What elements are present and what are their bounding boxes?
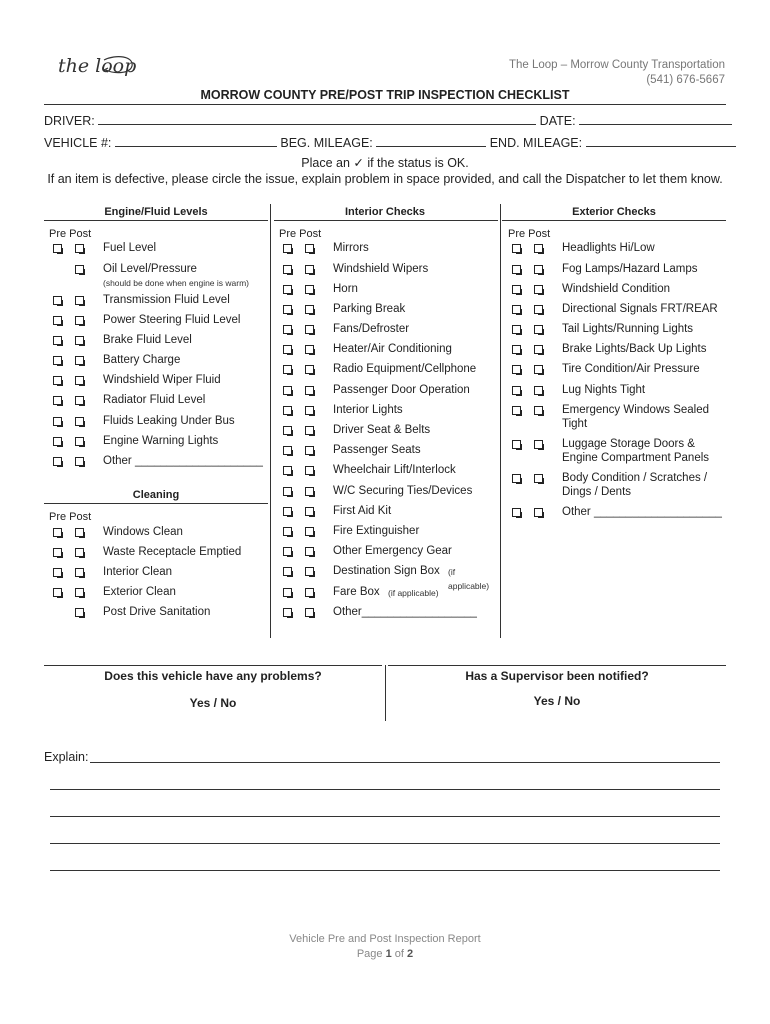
explain-label: Explain: <box>44 750 89 764</box>
item-label: Fire Extinguisher <box>333 525 420 537</box>
pre-checkbox[interactable] <box>512 474 521 483</box>
post-checkbox[interactable] <box>75 296 84 305</box>
item-label: Interior Clean <box>103 566 173 578</box>
post-checkbox[interactable] <box>534 508 543 517</box>
engine-prepost-label: Pre Post <box>49 228 92 240</box>
item-label: Parking Break <box>333 303 406 315</box>
item-label: Fluids Leaking Under Bus <box>103 415 235 427</box>
post-checkbox[interactable] <box>75 376 84 385</box>
pre-checkbox[interactable] <box>53 396 62 405</box>
problems-question: Does this vehicle have any problems? <box>104 669 322 683</box>
pre-checkbox[interactable] <box>53 376 62 385</box>
instructions-line-2: If an item is defective, please circle the issue, explain problem in space provided, and call the Dispatcher to let them know. <box>47 172 723 186</box>
driver-field[interactable] <box>98 112 536 125</box>
exterior-heading: Exterior Checks <box>572 206 656 218</box>
pre-checkbox[interactable] <box>512 440 521 449</box>
post-checkbox[interactable] <box>75 316 84 325</box>
page-title: MORROW COUNTY PRE/POST TRIP INSPECTION CHECKLIST <box>200 88 570 102</box>
pre-checkbox[interactable] <box>53 528 62 537</box>
pre-checkbox[interactable] <box>283 507 292 516</box>
item-label: Lug Nights Tight <box>562 384 646 396</box>
post-checkbox[interactable] <box>305 588 314 597</box>
post-checkbox[interactable] <box>534 406 543 415</box>
post-checkbox[interactable] <box>305 406 314 415</box>
post-checkbox[interactable] <box>75 588 84 597</box>
post-checkbox[interactable] <box>305 608 314 617</box>
item-note: (should be done when engine is warm) <box>103 278 250 288</box>
vehicle-label: VEHICLE #: <box>44 136 112 150</box>
pre-checkbox[interactable] <box>53 548 62 557</box>
item-label: Windshield Condition <box>562 283 671 295</box>
pre-checkbox[interactable] <box>53 336 62 345</box>
footer-report-name: Vehicle Pre and Post Inspection Report <box>289 933 481 945</box>
driver-label: DRIVER: <box>44 114 95 128</box>
post-checkbox[interactable] <box>305 527 314 536</box>
post-checkbox[interactable] <box>75 457 84 466</box>
vehicle-row <box>44 134 736 150</box>
pre-checkbox[interactable] <box>512 345 521 354</box>
beg-mileage-label: BEG. MILEAGE: <box>280 136 373 150</box>
pre-checkbox[interactable] <box>283 244 292 253</box>
pre-checkbox[interactable] <box>283 567 292 576</box>
item-label: Post Drive Sanitation <box>103 606 211 618</box>
footer <box>0 932 770 962</box>
item-label: Tail Lights/Running Lights <box>562 323 694 335</box>
interior-prepost-label: Pre Post <box>279 228 322 240</box>
pre-checkbox[interactable] <box>283 285 292 294</box>
column-divider-2 <box>500 204 501 638</box>
item-label-line2: Engine Compartment Panels <box>562 452 710 464</box>
item-label: Passenger Door Operation <box>333 384 470 396</box>
pre-checkbox[interactable] <box>53 437 62 446</box>
exterior-heading-rule <box>502 220 726 221</box>
engine-heading-rule <box>44 220 268 221</box>
item-label: Tire Condition/Air Pressure <box>562 363 700 375</box>
item-label: Windows Clean <box>103 526 183 538</box>
post-checkbox[interactable] <box>534 265 543 274</box>
cleaning-heading: Cleaning <box>132 489 180 501</box>
post-checkbox[interactable] <box>305 426 314 435</box>
engine-heading: Engine/Fluid Levels <box>104 206 208 218</box>
supervisor-rule <box>388 665 726 666</box>
post-checkbox[interactable] <box>75 528 84 537</box>
item-label: Exterior Clean <box>103 586 176 598</box>
post-checkbox[interactable] <box>75 336 84 345</box>
explain-line-5[interactable] <box>50 870 720 871</box>
interior-heading-rule <box>274 220 498 221</box>
driver-row <box>44 112 732 128</box>
pre-checkbox[interactable] <box>283 466 292 475</box>
item-label: Other ____________________ <box>562 506 722 518</box>
beg-mileage-field[interactable] <box>376 134 486 147</box>
item-label: Other ____________________ <box>103 455 263 467</box>
item-label: Waste Receptacle Emptied <box>103 546 242 558</box>
cleaning-heading-rule <box>44 503 268 504</box>
pre-checkbox[interactable] <box>283 487 292 496</box>
footer-page <box>0 947 770 962</box>
item-label: Engine Warning Lights <box>103 435 219 447</box>
pre-checkbox[interactable] <box>283 608 292 617</box>
supervisor-yes-no[interactable]: Yes / No <box>533 694 581 708</box>
supervisor-question: Has a Supervisor been notified? <box>465 669 649 683</box>
end-mileage-field[interactable] <box>586 134 736 147</box>
pre-checkbox[interactable] <box>283 406 292 415</box>
pre-checkbox[interactable] <box>53 568 62 577</box>
item-label: Windshield Wiper Fluid <box>103 374 221 386</box>
post-checkbox[interactable] <box>305 285 314 294</box>
pre-checkbox[interactable] <box>283 446 292 455</box>
item-label: Body Condition / Scratches / <box>562 472 708 484</box>
post-checkbox[interactable] <box>534 325 543 334</box>
item-label: Transmission Fluid Level <box>103 294 230 306</box>
explain-line-1[interactable] <box>90 762 720 763</box>
pre-checkbox[interactable] <box>53 316 62 325</box>
question-divider <box>385 665 386 721</box>
item-label: Battery Charge <box>103 354 181 366</box>
org-name: The Loop – Morrow County Transportation <box>508 59 725 71</box>
post-checkbox[interactable] <box>75 548 84 557</box>
item-label: Power Steering Fluid Level <box>103 314 241 326</box>
item-label: Fare Box <box>333 586 380 598</box>
item-label: Emergency Windows Sealed <box>562 404 710 416</box>
post-checkbox[interactable] <box>75 437 84 446</box>
interior-heading: Interior Checks <box>344 206 426 218</box>
item-label: Radio Equipment/Cellphone <box>333 363 477 375</box>
post-checkbox[interactable] <box>305 507 314 516</box>
post-checkbox[interactable] <box>75 417 84 426</box>
column-divider-1 <box>270 204 271 638</box>
item-label: Oil Level/Pressure <box>103 263 197 275</box>
item-note: (if applicable) <box>448 567 490 591</box>
item-note: (if applicable) <box>388 588 439 598</box>
item-label: Luggage Storage Doors & <box>562 438 695 450</box>
item-label: Brake Lights/Back Up Lights <box>562 343 707 355</box>
item-label: Fans/Defroster <box>333 323 410 335</box>
pre-checkbox[interactable] <box>53 588 62 597</box>
item-label: Destination Sign Box <box>333 565 440 577</box>
item-label: Other Emergency Gear <box>333 545 452 557</box>
item-label: Mirrors <box>333 242 369 254</box>
post-checkbox[interactable] <box>305 567 314 576</box>
item-label: Fuel Level <box>103 242 157 254</box>
pre-checkbox[interactable] <box>512 325 521 334</box>
post-checkbox[interactable] <box>305 265 314 274</box>
item-label-line2: Dings / Dents <box>562 486 632 498</box>
cleaning-prepost-label: Pre Post <box>49 511 92 523</box>
item-label: Interior Lights <box>333 404 403 416</box>
pre-checkbox[interactable] <box>512 406 521 415</box>
item-label: First Aid Kit <box>333 505 392 517</box>
item-label: W/C Securing Ties/Devices <box>333 485 473 497</box>
post-checkbox[interactable] <box>305 305 314 314</box>
post-checkbox[interactable] <box>305 345 314 354</box>
page-current: 1 <box>385 948 392 960</box>
item-label: Directional Signals FRT/REAR <box>562 303 718 315</box>
post-checkbox[interactable] <box>534 365 543 374</box>
end-mileage-label: END. MILEAGE: <box>489 136 583 150</box>
pre-checkbox[interactable] <box>512 386 521 395</box>
pre-checkbox[interactable] <box>53 417 62 426</box>
post-checkbox[interactable] <box>305 547 314 556</box>
vehicle-field[interactable] <box>115 134 277 147</box>
item-label: Windshield Wipers <box>333 263 429 275</box>
post-checkbox[interactable] <box>534 386 543 395</box>
page-of: of <box>394 948 404 960</box>
post-checkbox[interactable] <box>75 244 84 253</box>
item-label: Brake Fluid Level <box>103 334 192 346</box>
pre-checkbox[interactable] <box>283 386 292 395</box>
problems-rule <box>44 665 382 666</box>
post-checkbox[interactable] <box>305 487 314 496</box>
the-loop-logo <box>56 48 136 84</box>
pre-checkbox[interactable] <box>283 305 292 314</box>
date-field[interactable] <box>579 112 732 125</box>
date-label: DATE: <box>539 114 576 128</box>
item-label: Passenger Seats <box>333 444 421 456</box>
post-checkbox[interactable] <box>75 356 84 365</box>
explain-line-3[interactable] <box>50 816 720 817</box>
org-phone: (541) 676-5667 <box>646 74 725 86</box>
exterior-prepost-label: Pre Post <box>508 228 551 240</box>
pre-checkbox[interactable] <box>283 588 292 597</box>
pre-checkbox[interactable] <box>512 285 521 294</box>
item-label: Heater/Air Conditioning <box>333 343 452 355</box>
post-checkbox[interactable] <box>305 365 314 374</box>
pre-checkbox[interactable] <box>283 547 292 556</box>
problems-yes-no[interactable]: Yes / No <box>189 696 237 710</box>
pre-checkbox[interactable] <box>512 265 521 274</box>
pre-checkbox[interactable] <box>283 426 292 435</box>
item-label: Other__________________ <box>333 606 477 618</box>
post-checkbox[interactable] <box>305 466 314 475</box>
pre-checkbox[interactable] <box>53 244 62 253</box>
post-checkbox[interactable] <box>534 305 543 314</box>
pre-checkbox[interactable] <box>512 305 521 314</box>
post-checkbox[interactable] <box>305 325 314 334</box>
item-label: Fog Lamps/Hazard Lamps <box>562 263 698 275</box>
page-total: 2 <box>407 948 414 960</box>
title-rule <box>44 104 726 105</box>
pre-checkbox[interactable] <box>53 296 62 305</box>
item-label-line2: Tight <box>562 418 588 430</box>
post-checkbox[interactable] <box>305 446 314 455</box>
post-checkbox[interactable] <box>305 386 314 395</box>
logo-text: the loop <box>58 55 136 77</box>
post-checkbox[interactable] <box>534 440 543 449</box>
item-label: Headlights Hi/Low <box>562 242 655 254</box>
pre-checkbox[interactable] <box>283 345 292 354</box>
pre-checkbox[interactable] <box>283 527 292 536</box>
pre-checkbox[interactable] <box>512 244 521 253</box>
post-checkbox[interactable] <box>305 244 314 253</box>
post-checkbox[interactable] <box>534 474 543 483</box>
explain-line-2[interactable] <box>50 789 720 790</box>
post-checkbox[interactable] <box>534 244 543 253</box>
post-checkbox[interactable] <box>75 265 84 274</box>
instructions-line-1: Place an ✓ if the status is OK. <box>301 156 469 170</box>
item-label: Horn <box>333 283 358 295</box>
post-checkbox[interactable] <box>534 345 543 354</box>
pre-checkbox[interactable] <box>512 508 521 517</box>
pre-checkbox[interactable] <box>53 457 62 466</box>
page-word: Page <box>356 948 383 960</box>
item-label: Wheelchair Lift/Interlock <box>333 464 456 476</box>
post-checkbox[interactable] <box>75 396 84 405</box>
org-info <box>509 58 725 88</box>
item-label: Driver Seat & Belts <box>333 424 431 436</box>
post-checkbox[interactable] <box>75 568 84 577</box>
item-label: Radiator Fluid Level <box>103 394 206 406</box>
post-checkbox[interactable] <box>75 608 84 617</box>
post-checkbox[interactable] <box>534 285 543 294</box>
pre-checkbox[interactable] <box>283 325 292 334</box>
pre-checkbox[interactable] <box>283 265 292 274</box>
explain-line-4[interactable] <box>50 843 720 844</box>
pre-checkbox[interactable] <box>283 365 292 374</box>
pre-checkbox[interactable] <box>512 365 521 374</box>
pre-checkbox[interactable] <box>53 356 62 365</box>
